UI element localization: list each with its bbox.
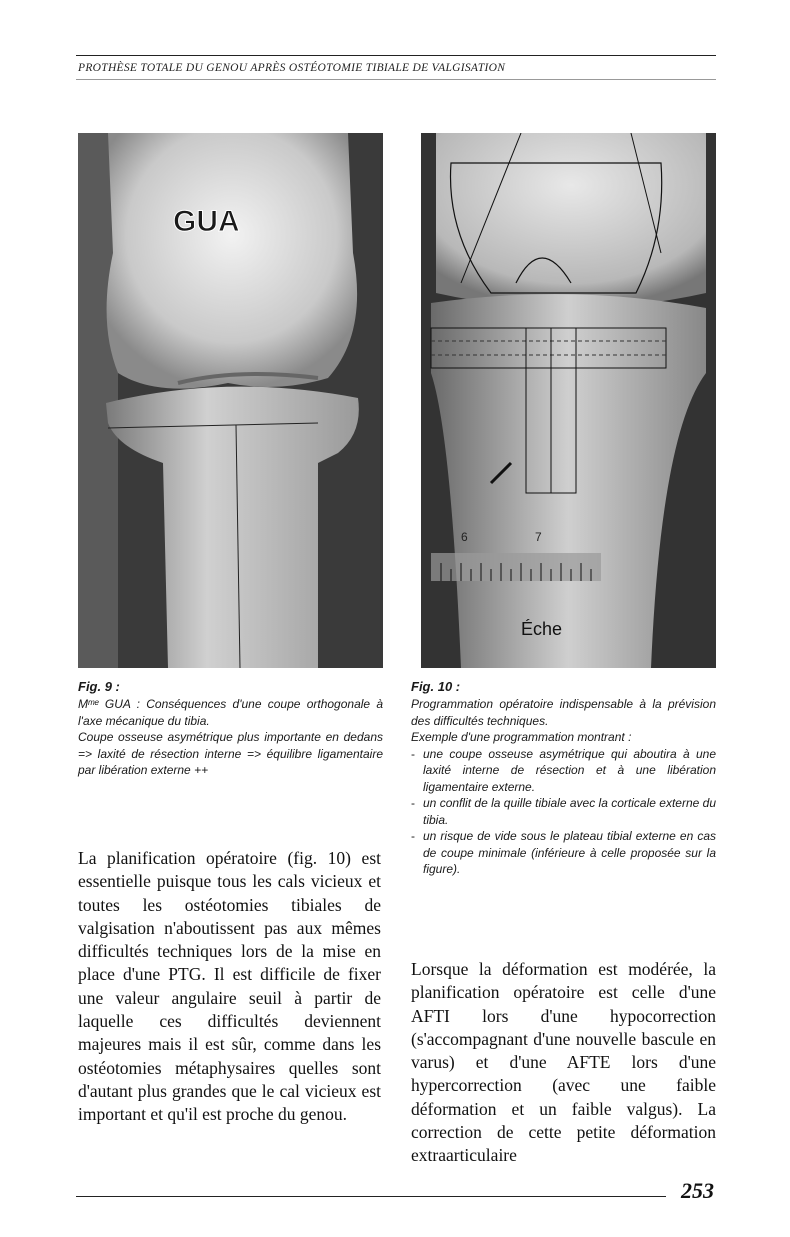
page-number: 253	[681, 1178, 714, 1203]
figure-9-caption	[78, 679, 383, 779]
header-rule-bottom	[76, 79, 716, 80]
figure-9-caption-title: Fig. 9 :	[78, 679, 120, 694]
figure-10-caption-title: Fig. 10 :	[411, 679, 461, 694]
caption-list-item: - un risque de vide sous le plateau tibial externe en cas de coupe minimale (inférieure à celle proposée sur la figure).	[411, 828, 716, 878]
caption-list-item: - une coupe osseuse asymétrique qui aboutira à une laxité interne de résection et à une libération ligamentaire externe.	[411, 746, 716, 796]
ruler-number-7: 7	[535, 530, 542, 544]
figure-10-xray	[421, 133, 716, 668]
figure-9-caption-line: Mᵐᵉ GUA : Conséquences d'une coupe orthogonale à l'axe mécanique du tibia.	[78, 697, 383, 728]
running-header: PROTHÈSE TOTALE DU GENOU APRÈS OSTÉOTOMIE TIBIALE DE VALGISATION	[78, 62, 506, 74]
figure-9-caption-line: Coupe osseuse asymétrique plus importante en dedans => laxité de résection interne => équilibre ligamentaire par libération externe ++	[78, 730, 383, 777]
ruler-number-6: 6	[461, 530, 468, 544]
figure-9-xray	[78, 133, 383, 668]
header-rule-top	[76, 55, 716, 56]
body-paragraph-left: La planification opératoire (fig. 10) est essentielle puisque tous les cals vicieux et toutes les ostéotomies tibiales de valgisation n'aboutissent pas aux mêmes difficultés techniques lors de la mise en place d'une PTG. Il est difficile de fixer une valeur angulaire seuil à partir de laquelle ces difficultés deviennent majeures mais il est sûr, comme dans les ostéotomies métaphysaires quelles sont d'autant plus grandes que le cal vicieux est important et qu'il est proche du genou.	[78, 848, 381, 1125]
footer-rule	[76, 1196, 666, 1197]
caption-list-item: - un conflit de la quille tibiale avec la corticale externe du tibia.	[411, 795, 716, 828]
body-paragraph-right: Lorsque la déformation est modérée, la planification opératoire est celle d'une AFTI lors d'une hypocorrection (s'accompagnant d'une nouvelle bascule en varus) et d'une AFTE lors d'une hypercorrection (avec une faible déformation et un faible valgus). La correction de cette petite déformation extraarticulaire	[411, 959, 716, 1166]
figure-10-caption-list	[411, 746, 716, 878]
figure-10-caption-line: Programmation opératoire indispensable à la prévision des difficultés techniques.	[411, 697, 716, 728]
figure-9-image-label: GUA	[173, 205, 240, 238]
figure-10-caption	[411, 679, 716, 878]
figure-10-caption-line: Exemple d'une programmation montrant :	[411, 730, 632, 744]
ruler-text: Éche	[521, 619, 563, 639]
